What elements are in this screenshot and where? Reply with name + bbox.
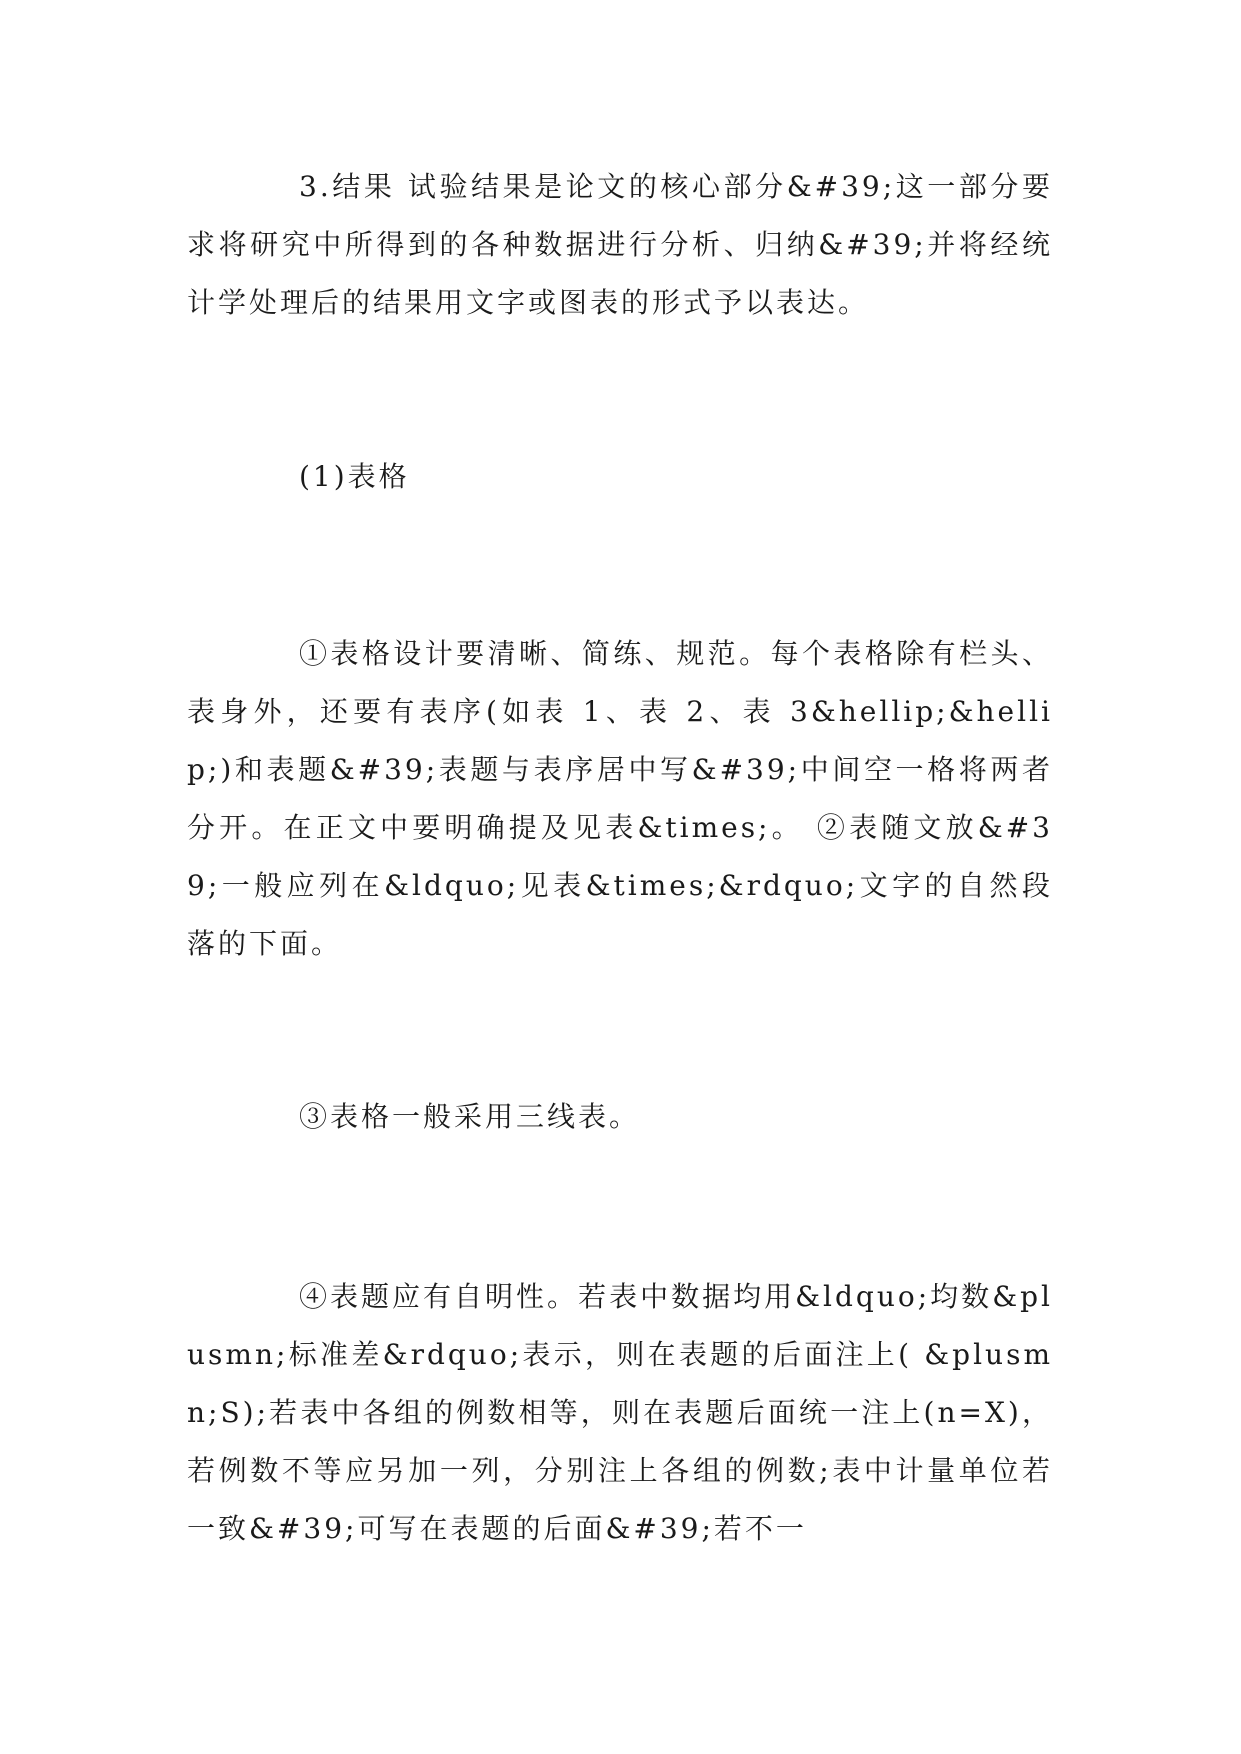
table-heading: (1)表格 [299, 460, 410, 493]
table-design-paragraph: ①表格设计要清晰、简练、规范。每个表格除有栏头、表身外，还要有表序(如表 1、表 2、表 3&hellip;&hellip;)和表题&#39;表题与表序居中写&#39;中间空一格将两者分开。在正文中要明确提及见表&times;。 ②表随文放&#39;一般应列在&ldquo;见表&times;&rdquo;文字的自然段落的下面。 [187, 637, 1053, 960]
table-title-paragraph: ④表题应有自明性。若表中数据均用&ldquo;均数&plusmn;标准差&rdquo;表示，则在表题的后面注上( &plusmn;S);若表中各组的例数相等，则在表题后面统一注上(n=X)，若例数不等应另加一列，分别注上各组的例数;表中计量单位若一致&#39;可写在表题的后面&#39;若不一 [187, 1280, 1053, 1545]
results-paragraph: 3.结果 试验结果是论文的核心部分&#39;这一部分要求将研究中所得到的各种数据进行分析、归纳&#39;并将经统计学处理后的结果用文字或图表的形式予以表达。 [187, 170, 1053, 319]
three-line-table-paragraph: ③表格一般采用三线表。 [299, 1100, 641, 1133]
